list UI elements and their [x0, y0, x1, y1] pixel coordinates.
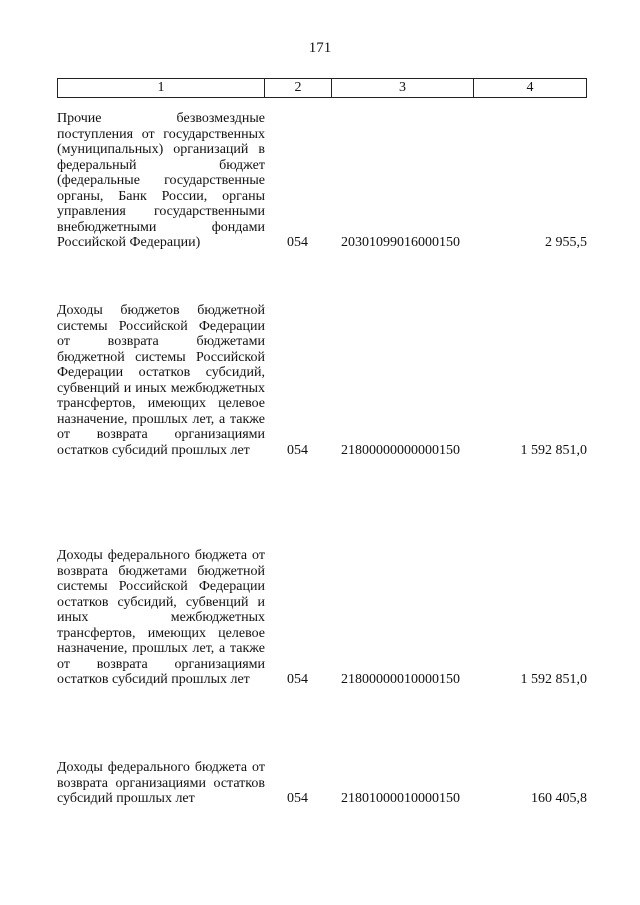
column-header-3: 3	[332, 79, 474, 98]
column-header-2: 2	[265, 79, 332, 98]
row-admin-code: 054	[287, 442, 308, 458]
column-header-1: 1	[58, 79, 265, 98]
table-row	[57, 548, 587, 688]
row-admin-code: 054	[287, 672, 308, 687]
row-admin-code: 054	[287, 791, 308, 806]
row-name: Доходы федерального бюджета от возврата организациями остатков субсидий прошлых лет	[57, 760, 265, 806]
row-amount: 160 405,8	[531, 791, 587, 806]
row-name: Доходы бюджетов бюджетной системы Российской Федерации от возврата бюджетами бюджетной системы Российской Федерации остатков субсидий, субвенций и иных межбюджетных трансфертов, имеющих целевое назначение, прошлых лет, а также от возврата организациями остатков субсидий прошлых лет	[57, 303, 265, 458]
row-classification-code: 21801000010000150	[341, 791, 460, 806]
row-classification-code: 21800000010000150	[341, 672, 460, 687]
row-amount: 1 592 851,0	[520, 442, 587, 458]
table-row	[57, 303, 587, 458]
column-header-table	[57, 78, 587, 98]
table-row	[57, 760, 587, 807]
table-row	[57, 111, 587, 251]
row-name: Доходы федерального бюджета от возврата бюджетами бюджетной системы Российской Федерации остатков субсидий, субвенций и иных межбюджетных трансфертов, имеющих целевое назначение, прошлых лет, а также от возврата организациями остатков субсидий прошлых лет	[57, 548, 265, 687]
row-amount: 2 955,5	[545, 235, 587, 250]
row-amount: 1 592 851,0	[520, 672, 587, 687]
column-header-4: 4	[474, 79, 587, 98]
column-header-row	[58, 79, 587, 98]
row-admin-code: 054	[287, 235, 308, 250]
row-classification-code: 20301099016000150	[341, 235, 460, 250]
page-number: 171	[308, 40, 332, 56]
row-classification-code: 21800000000000150	[341, 442, 460, 458]
row-name: Прочие безвозмездные поступления от государственных (муниципальных) организаций в федеральный бюджет (федеральные государственные органы, Банк России, органы управления государственными внебюджетными фондами Российской Федерации)	[57, 111, 265, 250]
